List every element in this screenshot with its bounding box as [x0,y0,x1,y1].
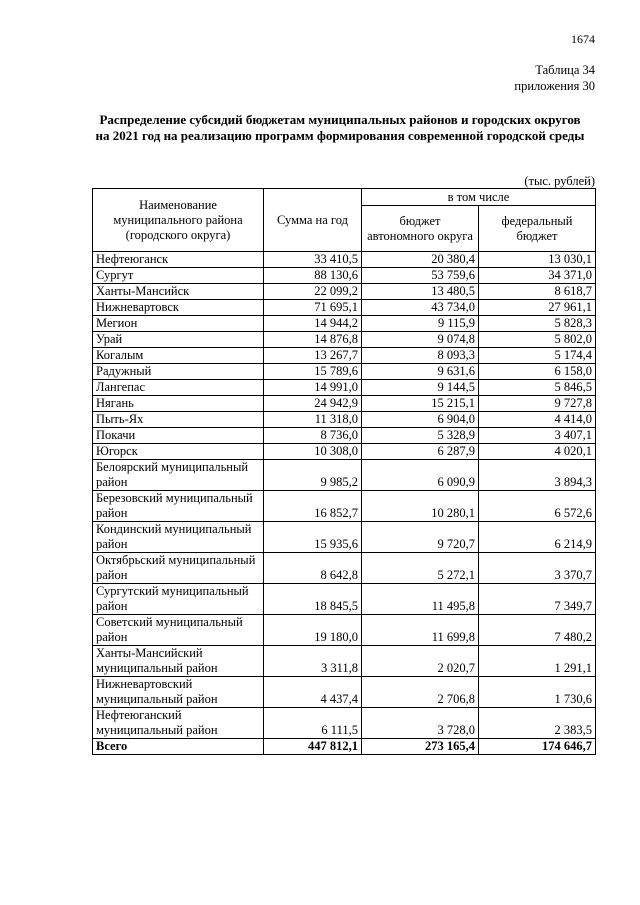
auto-budget-amount: 6 287,9 [362,444,479,460]
total-amount: 15 789,6 [264,364,362,380]
table-body [93,252,596,755]
table-row [93,300,596,316]
federal-budget-amount: 7 480,2 [479,615,596,646]
table-row [93,708,596,739]
municipality-name: Нижневартовский муниципальный район [93,677,264,708]
federal-budget-amount: 1 291,1 [479,646,596,677]
header-federal-budget: федеральный бюджет [479,206,596,252]
federal-budget-amount: 5 846,5 [479,380,596,396]
page-number: 1674 [571,32,595,46]
municipality-name: Советский муниципальный район [93,615,264,646]
federal-budget-amount: 5 802,0 [479,332,596,348]
appendix-number: приложения 30 [514,79,595,93]
table-row [93,522,596,553]
federal-budget-amount: 5 828,3 [479,316,596,332]
units-label: (тыс. рублей) [524,174,595,188]
municipality-name: Всего [93,739,264,755]
table-row [93,412,596,428]
table-number: Таблица 34 [535,63,595,77]
total-amount: 14 876,8 [264,332,362,348]
municipality-name: Лангепас [93,380,264,396]
federal-budget-amount: 3 894,3 [479,460,596,491]
auto-budget-amount: 2 020,7 [362,646,479,677]
subsidies-table [92,188,596,755]
municipality-name: Покачи [93,428,264,444]
table-row [93,677,596,708]
auto-budget-amount: 5 272,1 [362,553,479,584]
municipality-name: Пыть-Ях [93,412,264,428]
table-row [93,348,596,364]
table-row [93,444,596,460]
federal-budget-amount: 9 727,8 [479,396,596,412]
total-amount: 19 180,0 [264,615,362,646]
table-row [93,380,596,396]
total-amount: 10 308,0 [264,444,362,460]
auto-budget-amount: 15 215,1 [362,396,479,412]
table-row [93,268,596,284]
federal-budget-amount: 6 214,9 [479,522,596,553]
total-amount: 8 642,8 [264,553,362,584]
federal-budget-amount: 2 383,5 [479,708,596,739]
header-including: в том числе [362,189,596,206]
federal-budget-amount: 3 370,7 [479,553,596,584]
total-amount: 9 985,2 [264,460,362,491]
federal-budget-amount: 3 407,1 [479,428,596,444]
municipality-name: Ханты-Мансийск [93,284,264,300]
table-row [93,364,596,380]
federal-budget-amount: 174 646,7 [479,739,596,755]
auto-budget-amount: 6 904,0 [362,412,479,428]
municipality-name: Сургутский муниципальный район [93,584,264,615]
table-row [93,460,596,491]
municipality-name: Кондинский муниципальный район [93,522,264,553]
auto-budget-amount: 9 631,6 [362,364,479,380]
total-amount: 447 812,1 [264,739,362,755]
federal-budget-amount: 34 371,0 [479,268,596,284]
table-row [93,646,596,677]
federal-budget-amount: 6 572,6 [479,491,596,522]
table-reference [514,62,595,94]
header-total: Сумма на год [264,189,362,252]
auto-budget-amount: 10 280,1 [362,491,479,522]
municipality-name: Нягань [93,396,264,412]
municipality-name: Нефтеюганский муниципальный район [93,708,264,739]
federal-budget-amount: 27 961,1 [479,300,596,316]
federal-budget-amount: 13 030,1 [479,252,596,268]
total-amount: 15 935,6 [264,522,362,553]
table-row [93,553,596,584]
table-row [93,316,596,332]
auto-budget-amount: 9 720,7 [362,522,479,553]
table-row [93,584,596,615]
table-row [93,396,596,412]
municipality-name: Белоярский муниципальный район [93,460,264,491]
municipality-name: Нижневартовск [93,300,264,316]
auto-budget-amount: 9 144,5 [362,380,479,396]
municipality-name: Когалым [93,348,264,364]
table-row [93,252,596,268]
auto-budget-amount: 11 699,8 [362,615,479,646]
auto-budget-amount: 3 728,0 [362,708,479,739]
total-amount: 6 111,5 [264,708,362,739]
municipality-name: Октябрьский муниципальный район [93,553,264,584]
federal-budget-amount: 6 158,0 [479,364,596,380]
auto-budget-amount: 43 734,0 [362,300,479,316]
total-amount: 24 942,9 [264,396,362,412]
auto-budget-amount: 6 090,9 [362,460,479,491]
document-title: Распределение субсидий бюджетам муниципальных районов и городских округов на 2021 год на реализацию программ формирования современной городской среды [95,112,585,143]
auto-budget-amount: 8 093,3 [362,348,479,364]
header-auto-budget: бюджет автономного округа [362,206,479,252]
total-amount: 18 845,5 [264,584,362,615]
auto-budget-amount: 273 165,4 [362,739,479,755]
total-amount: 14 991,0 [264,380,362,396]
total-amount: 16 852,7 [264,491,362,522]
municipality-name: Нефтеюганск [93,252,264,268]
federal-budget-amount: 4 414,0 [479,412,596,428]
federal-budget-amount: 8 618,7 [479,284,596,300]
table-row [93,428,596,444]
auto-budget-amount: 9 115,9 [362,316,479,332]
total-amount: 8 736,0 [264,428,362,444]
federal-budget-amount: 1 730,6 [479,677,596,708]
auto-budget-amount: 11 495,8 [362,584,479,615]
total-amount: 3 311,8 [264,646,362,677]
header-name: Наименование муниципального района (городского округа) [93,189,264,252]
total-amount: 11 318,0 [264,412,362,428]
auto-budget-amount: 13 480,5 [362,284,479,300]
total-amount: 14 944,2 [264,316,362,332]
total-amount: 22 099,2 [264,284,362,300]
municipality-name: Югорск [93,444,264,460]
auto-budget-amount: 5 328,9 [362,428,479,444]
auto-budget-amount: 9 074,8 [362,332,479,348]
total-row [93,739,596,755]
federal-budget-amount: 4 020,1 [479,444,596,460]
total-amount: 71 695,1 [264,300,362,316]
municipality-name: Ханты-Мансийский муниципальный район [93,646,264,677]
federal-budget-amount: 7 349,7 [479,584,596,615]
total-amount: 4 437,4 [264,677,362,708]
auto-budget-amount: 53 759,6 [362,268,479,284]
total-amount: 33 410,5 [264,252,362,268]
total-amount: 88 130,6 [264,268,362,284]
municipality-name: Березовский муниципальный район [93,491,264,522]
total-amount: 13 267,7 [264,348,362,364]
federal-budget-amount: 5 174,4 [479,348,596,364]
municipality-name: Урай [93,332,264,348]
auto-budget-amount: 20 380,4 [362,252,479,268]
auto-budget-amount: 2 706,8 [362,677,479,708]
municipality-name: Сургут [93,268,264,284]
table-row [93,615,596,646]
table-row [93,284,596,300]
table-row [93,491,596,522]
municipality-name: Радужный [93,364,264,380]
municipality-name: Мегион [93,316,264,332]
table-row [93,332,596,348]
